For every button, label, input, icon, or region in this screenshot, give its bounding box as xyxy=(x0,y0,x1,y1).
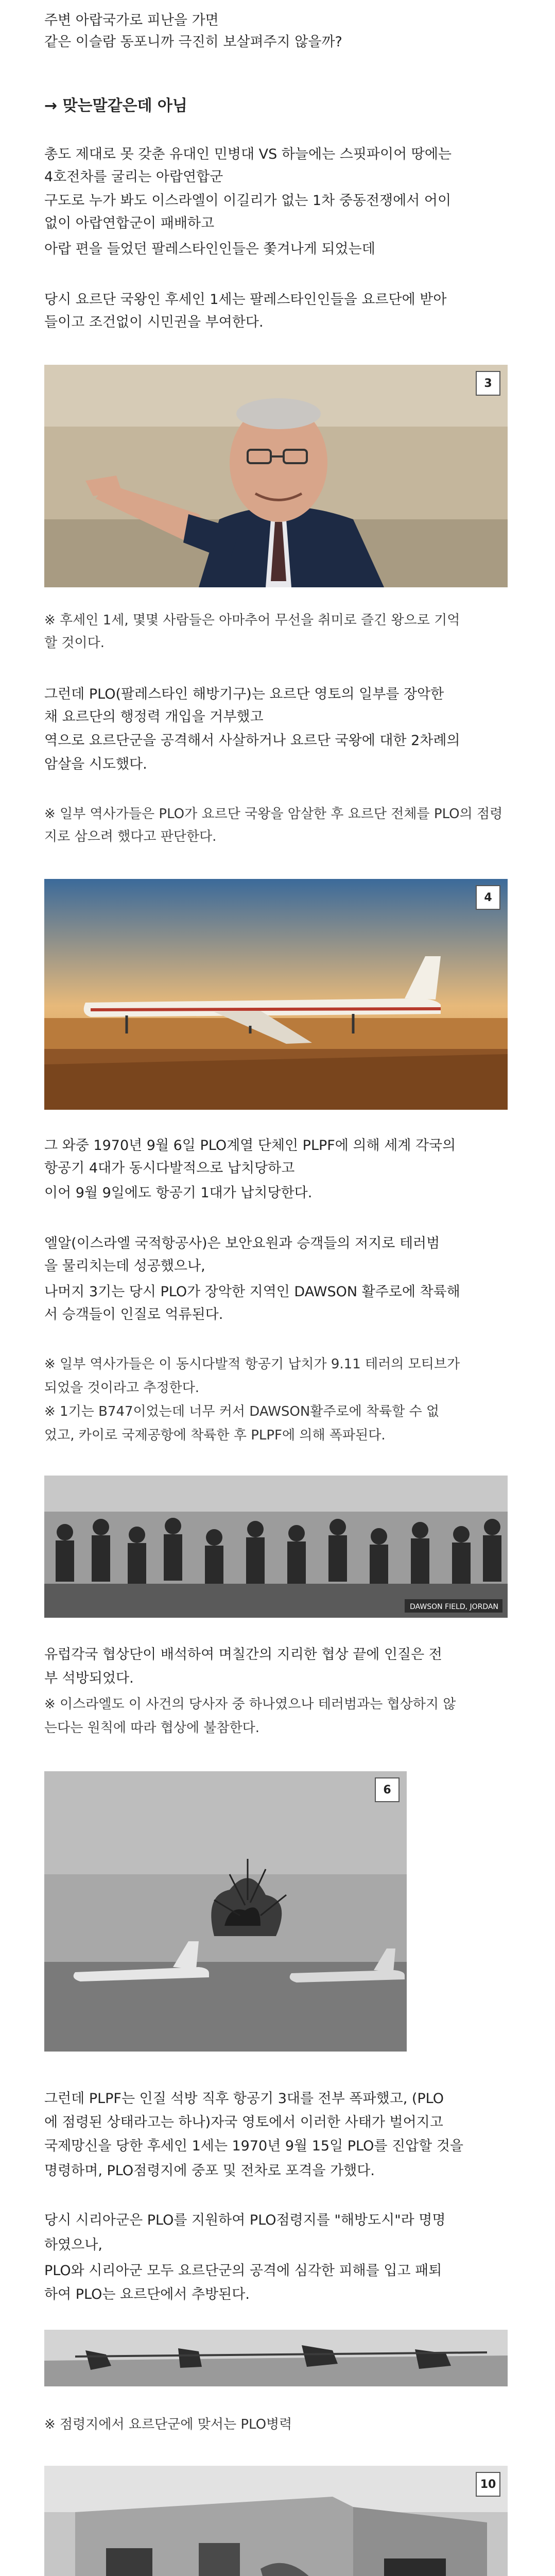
paragraph-line: PLO와 시리아군 모두 요르단군의 공격에 심각한 피해를 입고 패퇴 xyxy=(44,2263,442,2279)
paragraph-line: 국제망신을 당한 후세인 1세는 1970년 9월 15일 PLO를 진압할 것을 xyxy=(44,2138,464,2154)
paragraph-line: 엘알(이스라엘 국적항공사)은 보안요원과 승객들의 저지로 테러범 xyxy=(44,1235,440,1251)
photo-plane-explosion xyxy=(44,1771,407,2052)
paragraph-line: 에 점령된 상태라고는 하나)자국 영토에서 이러한 사태가 벌어지고 xyxy=(44,2114,443,2130)
note-line: 었고, 카이로 국제공항에 착륙한 후 PLPF에 의해 폭파된다. xyxy=(44,1428,386,1443)
photo-king-hussein xyxy=(44,365,508,587)
note-line: ※ 1기는 B747이었는데 너무 커서 DAWSON활주로에 착륙할 수 없 xyxy=(44,1404,440,1419)
airplane-desert-illustration xyxy=(44,879,508,1110)
note-line: 는다는 원칙에 따라 협상에 불참한다. xyxy=(44,1720,260,1736)
paragraph-line: 하여 PLO는 요르단에서 추방된다. xyxy=(44,2286,250,2302)
photo-plo-fighters xyxy=(44,2330,508,2386)
note-line: 할 것이다. xyxy=(44,635,105,651)
paragraph-line: 암살을 시도했다. xyxy=(44,756,147,772)
photo-airplane-desert xyxy=(44,879,508,1110)
note-line: ※ 점령지에서 요르단군에 맞서는 PLO병력 xyxy=(44,2417,292,2432)
paragraph-line: 들이고 조건없이 시민권을 부여한다. xyxy=(44,314,264,330)
paragraph-line: 없이 아랍연합군이 패배하고 xyxy=(44,215,215,231)
image-number-badge: 3 xyxy=(476,371,500,396)
paragraph-line: 유럽각국 협상단이 배석하여 며칠간의 지리한 협상 끝에 인질은 전 xyxy=(44,1647,442,1663)
paragraph-line: 구도로 누가 봐도 이스라엘이 이길리가 없는 1차 중동전쟁에서 어이 xyxy=(44,193,452,209)
section-heading: → 맞는말같은데 아님 xyxy=(44,97,187,115)
king-hussein-illustration xyxy=(44,365,508,587)
explosion-illustration xyxy=(44,1771,407,2052)
note-line: 지로 삼으려 했다고 판단한다. xyxy=(44,829,217,844)
paragraph-line: 항공기 4대가 동시다발적으로 납치당하고 xyxy=(44,1160,295,1176)
paragraph-line: 명령하며, PLO점령지에 중포 및 전차로 포격을 가했다. xyxy=(44,2163,375,2179)
note-line: ※ 이스라엘도 이 사건의 당사자 중 하나였으나 테러범과는 협상하지 않 xyxy=(44,1697,456,1712)
photo-caption: DAWSON FIELD, JORDAN xyxy=(410,1603,498,1611)
paragraph-line: 그 와중 1970년 9월 6일 PLO계열 단체인 PLPF에 의해 세계 각국의 xyxy=(44,1138,456,1154)
image-number-badge: 4 xyxy=(476,885,500,910)
crowd-illustration xyxy=(44,1476,508,1618)
ruined-city-illustration xyxy=(44,2466,508,2576)
fighters-illustration xyxy=(44,2330,508,2386)
paragraph-line: 당시 요르단 국왕인 후세인 1세는 팔레스타인인들을 요르단에 받아 xyxy=(44,292,447,308)
paragraph-line: 총도 제대로 못 갖춘 유대인 민병대 VS 하늘에는 스핏파이어 땅에는 xyxy=(44,146,452,162)
paragraph-line: 이어 9월 9일에도 항공기 1대가 납치당한다. xyxy=(44,1185,313,1201)
paragraph-line: 당시 시리아군은 PLO를 지원하여 PLO점령지를 "해방도시"라 명명 xyxy=(44,2212,446,2228)
image-number-badge: 10 xyxy=(476,2472,500,2497)
paragraph-line: 채 요르단의 행정력 개입을 거부했고 xyxy=(44,709,264,725)
paragraph-line: 4호전차를 굴리는 아랍연합군 xyxy=(44,169,223,185)
paragraph-line: 그런데 PLPF는 인질 석방 직후 항공기 3대를 전부 폭파했고, (PLO xyxy=(44,2091,444,2107)
paragraph-line: 부 석방되었다. xyxy=(44,1670,134,1686)
note-line: ※ 후세인 1세, 몇몇 사람들은 아마추어 무선을 취미로 즐긴 왕으로 기억 xyxy=(44,613,460,628)
paragraph-line: 서 승객들이 인질로 억류된다. xyxy=(44,1307,223,1323)
image-number-badge: 6 xyxy=(375,1777,400,1802)
intro-line: 같은 이슬람 동포니까 극진히 보살펴주지 않을까? xyxy=(44,34,342,50)
paragraph-line: 하였으나, xyxy=(44,2237,102,2253)
paragraph-line: 그런데 PLO(팔레스타인 해방기구)는 요르단 영토의 일부를 장악한 xyxy=(44,686,444,702)
paragraph-line: 아랍 편을 들었던 팔레스타인인들은 쫓겨나게 되었는데 xyxy=(44,241,375,257)
note-line: ※ 일부 역사가들은 PLO가 요르단 국왕을 암살한 후 요르단 전체를 PLO의 점령 xyxy=(44,806,503,822)
paragraph-line: 을 물리치는데 성공했으나, xyxy=(44,1258,205,1274)
photo-crowd-dawson-field xyxy=(44,1476,508,1618)
paragraph-line: 역으로 요르단군을 공격해서 사살하거나 요르단 국왕에 대한 2차례의 xyxy=(44,733,460,749)
intro-line: 주변 아랍국가로 피난을 가면 xyxy=(44,12,219,28)
note-line: 되었을 것이라고 추정한다. xyxy=(44,1380,200,1396)
paragraph-line: 나머지 3기는 당시 PLO가 장악한 지역인 DAWSON 활주로에 착륙해 xyxy=(44,1284,460,1300)
photo-ruined-city xyxy=(44,2466,508,2576)
note-line: ※ 일부 역사가들은 이 동시다발적 항공기 납치가 9.11 테러의 모티브가 xyxy=(44,1357,460,1372)
